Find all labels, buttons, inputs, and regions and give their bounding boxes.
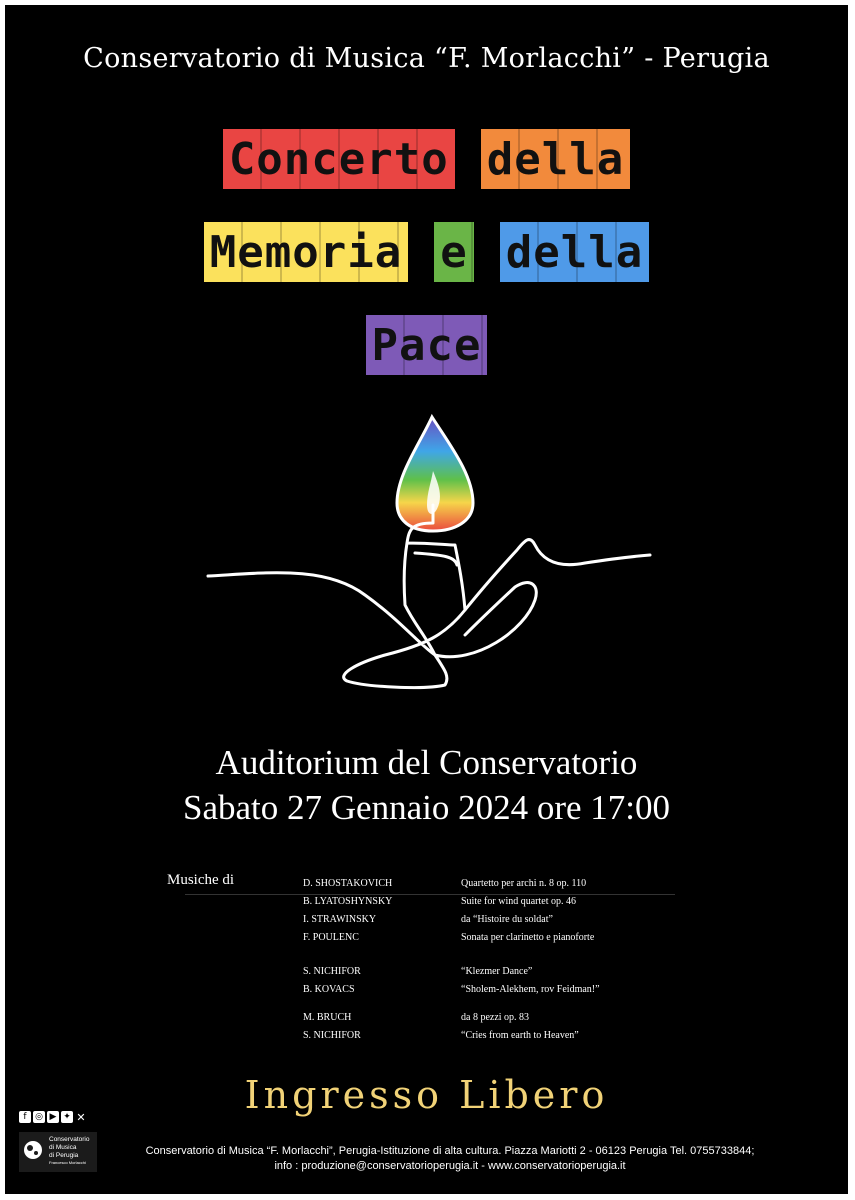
program-composer: M. BRUCH <box>303 1012 352 1023</box>
title-row-3 <box>5 315 848 375</box>
title-word-pace: Pace <box>366 315 488 375</box>
program-composer: B. KOVACS <box>303 984 355 995</box>
free-entry: Ingresso Libero <box>244 1073 609 1117</box>
program-composer: B. LYATOSHYNSKY <box>303 896 393 907</box>
program-piece: da 8 pezzi op. 83 <box>461 1012 530 1023</box>
youtube-icon[interactable]: ▶ <box>47 1111 59 1123</box>
footer-contact[interactable]: info : produzione@conservatorioperugia.it - www.conservatorioperugia.it <box>274 1160 626 1172</box>
program-piece: “Cries from earth to Heaven” <box>461 1030 579 1041</box>
program-piece: Sonata per clarinetto e pianoforte <box>461 932 595 943</box>
title-row-1 <box>5 129 848 189</box>
header-title: Conservatorio di Musica “F. Morlacchi” - Perugia <box>83 43 770 74</box>
facebook-icon[interactable]: f <box>19 1111 31 1123</box>
x-icon[interactable]: ✕ <box>76 1110 86 1124</box>
program-composer: S. NICHIFOR <box>303 1030 361 1041</box>
program-composer: F. POULENC <box>303 932 359 943</box>
poster <box>5 5 848 1194</box>
program-piece: da “Histoire du soldat” <box>461 914 553 925</box>
program-composer: S. NICHIFOR <box>303 966 361 977</box>
divider <box>185 894 675 895</box>
title-word-della: della <box>481 129 630 189</box>
social-icons <box>19 1111 87 1123</box>
program-piece: Quartetto per archi n. 8 op. 110 <box>461 878 587 889</box>
conservatorio-logo <box>19 1132 97 1172</box>
program-piece: Suite for wind quartet op. 46 <box>461 896 576 907</box>
twitter-icon[interactable]: ✦ <box>61 1111 73 1123</box>
flame-icon <box>397 417 473 531</box>
program-piece: “Sholem-Alekhem, rov Feidman!” <box>461 984 600 995</box>
instagram-icon[interactable]: ◎ <box>33 1111 45 1123</box>
candle-hand-illustration <box>5 405 848 695</box>
program-composer: I. STRAWINSKY <box>303 914 377 925</box>
venue: Auditorium del Conservatorio <box>215 743 638 782</box>
footer-address: Conservatorio di Musica “F. Morlacchi”, Perugia-Istituzione di alta cultura. Piazza Mariotti 2 - 06123 Perugia Tel. 0755733844; <box>145 1145 755 1157</box>
title-word-concerto: Concerto <box>223 129 455 189</box>
program-composer: D. SHOSTAKOVICH <box>303 878 393 889</box>
program-label: Musiche di <box>167 872 235 888</box>
logo-text: Conservatorio di Musica di Perugia Francesco Morlacchi <box>49 1136 90 1165</box>
logo-mark-icon <box>19 1132 47 1172</box>
title-word-memoria: Memoria <box>204 222 408 282</box>
program-piece: “Klezmer Dance” <box>461 966 533 977</box>
title-word-della-2: della <box>500 222 649 282</box>
event-date: Sabato 27 Gennaio 2024 ore 17:00 <box>183 788 670 827</box>
title-word-e: e <box>434 222 474 282</box>
title-row-2 <box>5 222 848 282</box>
